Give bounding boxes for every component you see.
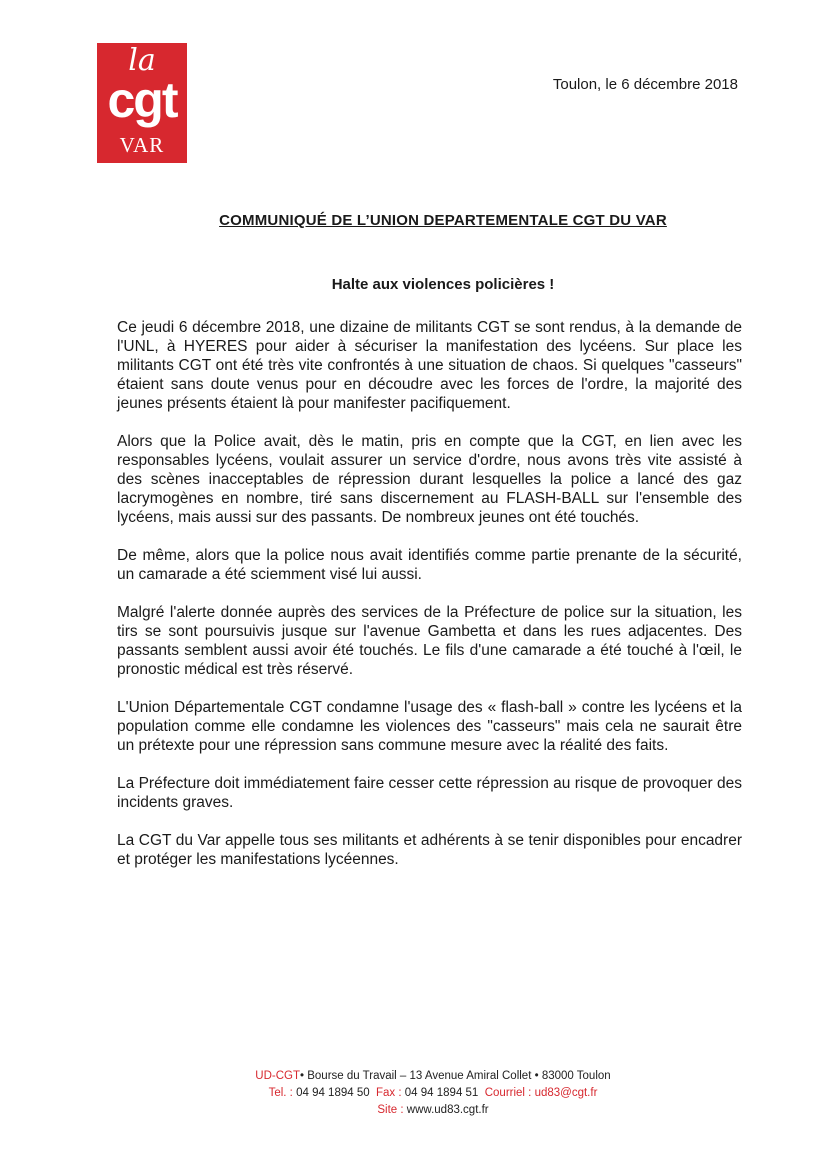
footer-address-line: [40, 1068, 826, 1085]
footer-email-label: Courriel :: [484, 1087, 532, 1099]
footer-address: • Bourse du Travail – 13 Avenue Amiral Collet • 83000 Toulon: [300, 1070, 611, 1082]
footer-fax: 04 94 1894 51: [404, 1087, 479, 1099]
cgt-var-logo: [97, 43, 187, 163]
footer-org: UD-CGT: [255, 1070, 301, 1082]
footer-site: www.ud83.cgt.fr: [406, 1104, 489, 1116]
paragraph: Alors que la Police avait, dès le matin, pris en compte que la CGT, en lien avec les responsables lycéens, voulait assurer un service d'ordre, nous avons très vite assisté à des scènes inacceptables de répression durant lesquelles la police a lancé des gaz lacrymogènes en nombre, tiré sans discernement au FLASH-BALL sur l'ensemble des lycéens, mais aussi sur des passants. De nombreux jeunes ont été touchés.: [117, 433, 742, 526]
document-body: [117, 318, 742, 888]
paragraph: Ce jeudi 6 décembre 2018, une dizaine de militants CGT se sont rendus, à la demande de l'UNL, à HYERES pour aider à sécuriser la manifestation des lycéens. Sur place les militants CGT ont été très vite confrontés à une situation de chaos. Si quelques "casseurs" étaient sans doute venus pour en découdre avec les forces de l'ordre, la majorité des jeunes présents étaient là pour manifester pacifiquement.: [117, 319, 742, 412]
paragraph: L'Union Départementale CGT condamne l'usage des « flash-ball » contre les lycéens et la population comme elle condamne les violences des "casseurs" mais cela ne saurait être un prétexte pour une répression sans commune mesure avec la réalité des faits.: [117, 699, 742, 754]
footer-tel-label: Tel. :: [268, 1087, 293, 1099]
footer-site-line: [40, 1102, 826, 1119]
footer-site-label: Site :: [377, 1104, 404, 1116]
document-subtitle: Halte aux violences policières !: [331, 276, 555, 293]
logo-var-text: VAR: [119, 133, 165, 157]
logo-la-text: la: [128, 43, 156, 78]
footer-tel: 04 94 1894 50: [296, 1087, 370, 1099]
document-date: Toulon, le 6 décembre 2018: [552, 76, 738, 93]
page-footer: [0, 1068, 826, 1119]
paragraph: De même, alors que la police nous avait identifiés comme partie prenante de la sécurité, un camarade a été sciemment visé lui aussi.: [117, 547, 742, 583]
paragraph: La CGT du Var appelle tous ses militants et adhérents à se tenir disponibles pour encadrer et protéger les manifestations lycéennes.: [117, 832, 742, 868]
document-title: COMMUNIQUÉ DE L’UNION DEPARTEMENTALE CGT DU VAR: [219, 212, 667, 229]
paragraph: La Préfecture doit immédiatement faire cesser cette répression au risque de provoquer des incidents graves.: [117, 775, 742, 811]
paragraph: Malgré l'alerte donnée auprès des services de la Préfecture de police sur la situation, les tirs se sont poursuivis jusque sur l'avenue Gambetta et dans les rues adjacentes. Des passants semblent aussi avoir été touchés. Le fils d'une camarade a été touché à l'œil, le pronostic médical est très réservé.: [117, 604, 742, 678]
footer-contact-line: [40, 1085, 826, 1102]
logo-cgt-text: cgt: [107, 72, 177, 128]
footer-email: ud83@cgt.fr: [534, 1087, 598, 1099]
footer-fax-label: Fax :: [376, 1087, 402, 1099]
